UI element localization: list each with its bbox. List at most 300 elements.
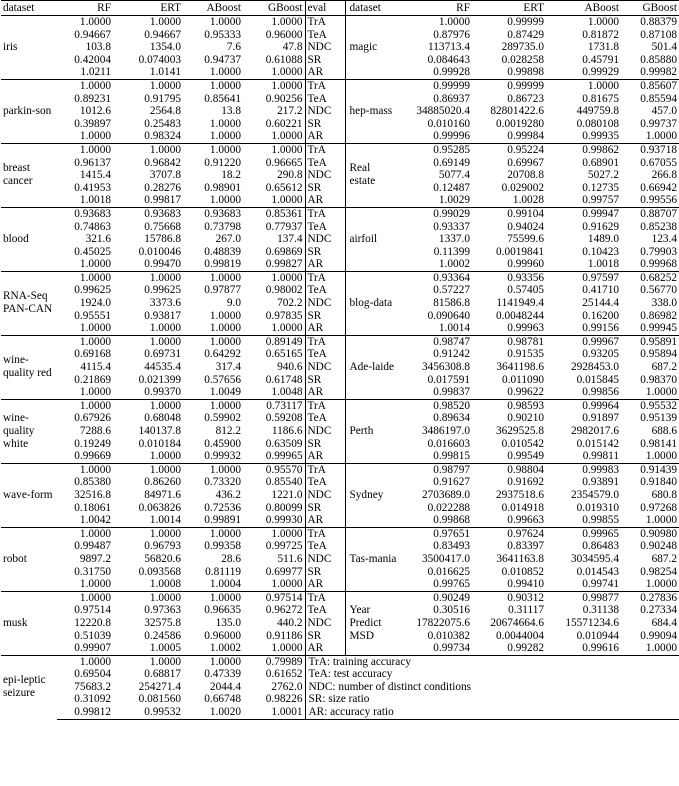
metric-cell: 0.97835 — [265, 309, 303, 322]
metric-cell: 0.99029 — [400, 207, 472, 220]
metric-cell: 1.0004 — [209, 578, 241, 591]
metric-cell: 0.99811 — [582, 450, 619, 463]
metric-cell: 0.99967 — [546, 335, 621, 348]
metric-cell: 0.090640 — [427, 309, 470, 322]
eval-label: NDC — [305, 425, 345, 438]
metric-cell: 0.015845 — [576, 373, 619, 386]
metric-cell: 0.86483 — [582, 540, 619, 553]
dataset-name: parkin-son — [1, 79, 57, 143]
metric-cell: 0.93364 — [400, 271, 472, 284]
metric-cell: 0.99410 — [507, 578, 544, 591]
metric-cell: 1.0042 — [79, 514, 111, 527]
metric-cell: 137.4 — [277, 233, 303, 246]
eval-label: AR — [305, 130, 345, 143]
metric-cell: 1.0002 — [209, 642, 241, 655]
eval-label: NDC — [305, 553, 345, 566]
metric-cell: 0.90248 — [640, 540, 677, 553]
table-row — [1, 335, 679, 348]
metric-cell: 0.86260 — [144, 476, 181, 489]
metric-cell: 2044.4 — [209, 680, 241, 693]
metric-cell: 0.95894 — [640, 348, 677, 361]
metric-cell: 1.0000 — [243, 16, 305, 29]
metric-cell: 3707.8 — [149, 169, 181, 182]
table-row — [1, 386, 679, 399]
metric-cell: 267.0 — [215, 233, 241, 246]
metric-cell: 0.89231 — [74, 92, 111, 105]
metric-cell: 1.0000 — [79, 386, 111, 399]
metric-cell: 0.94024 — [507, 220, 544, 233]
metric-cell: 1489.0 — [587, 233, 619, 246]
metric-cell: 1221.0 — [271, 488, 303, 501]
metric-cell: 1.0002 — [438, 258, 470, 271]
metric-cell: 0.98804 — [472, 463, 546, 476]
metric-cell: 0.93817 — [144, 309, 181, 322]
metric-cell: 1.0000 — [183, 527, 243, 540]
metric-cell: 0.68901 — [582, 156, 619, 169]
metric-cell: 0.31117 — [508, 604, 544, 617]
results-table — [1, 0, 679, 720]
metric-cell: 0.96842 — [144, 156, 181, 169]
metric-cell: 3486197.0 — [421, 425, 470, 437]
table-row — [1, 591, 679, 604]
metric-cell: 0.57656 — [204, 373, 241, 386]
eval-label: AR — [305, 386, 345, 399]
dataset-name: Tas-mania — [345, 527, 400, 591]
metric-cell: 440.2 — [277, 616, 303, 629]
dataset-name: robot — [1, 527, 57, 591]
metric-cell: 0.56770 — [640, 284, 677, 297]
metric-cell: 0.010160 — [427, 117, 470, 130]
eval-label: AR — [305, 578, 345, 591]
table-row — [1, 284, 679, 297]
header-rf: RF — [57, 1, 113, 16]
metric-cell: 0.029002 — [501, 181, 544, 194]
metric-cell: 0.98593 — [472, 399, 546, 412]
table-row — [1, 54, 679, 67]
metric-cell: 1731.8 — [587, 41, 619, 54]
metric-cell: 1186.6 — [271, 425, 303, 437]
dataset-name: RNA-Seq PAN-CAN — [1, 271, 57, 335]
metric-cell: 3456308.8 — [421, 361, 470, 374]
metric-cell: 0.99964 — [546, 399, 621, 412]
table-row — [1, 476, 679, 489]
metric-cell: 0.93718 — [621, 143, 679, 156]
metric-cell: 0.85641 — [204, 92, 241, 105]
eval-label: SR — [305, 182, 345, 195]
metric-cell: 0.93356 — [472, 271, 546, 284]
metric-cell: 1.0000 — [209, 309, 241, 322]
metric-cell: 0.57405 — [507, 284, 544, 297]
metric-cell: 1.0000 — [57, 591, 113, 604]
eval-label: TrA — [305, 463, 345, 476]
table-row — [1, 617, 679, 630]
metric-cell: 1.0018 — [587, 258, 619, 271]
metric-cell: 0.91220 — [204, 156, 241, 169]
metric-cell: 1.0000 — [271, 130, 303, 143]
metric-cell: 1.0000 — [57, 399, 113, 412]
header-aboost: ABoost — [183, 1, 243, 16]
metric-cell: 0.96272 — [265, 604, 303, 617]
metric-cell: 3629525.8 — [495, 425, 544, 437]
metric-cell: 0.98226 — [265, 693, 303, 706]
metric-cell: 1.0014 — [149, 514, 181, 527]
metric-cell: 0.85594 — [640, 92, 677, 105]
metric-cell: 2982017.6 — [570, 425, 619, 437]
metric-cell: 1.0000 — [209, 322, 241, 335]
metric-cell: 0.91629 — [582, 220, 619, 233]
metric-cell: 0.015142 — [576, 437, 619, 450]
eval-label: AR — [305, 194, 345, 207]
metric-cell: 1.0000 — [271, 578, 303, 591]
metric-cell: 0.69168 — [74, 348, 111, 361]
metric-cell: 0.94667 — [144, 28, 181, 41]
metric-cell: 17822075.6 — [416, 616, 470, 629]
metric-cell: 0.94667 — [74, 28, 111, 41]
metric-cell: 0.99815 — [433, 450, 470, 463]
metric-cell: 0.81675 — [582, 92, 619, 105]
metric-cell: 3641163.8 — [496, 552, 544, 565]
metric-cell: 0.98901 — [204, 181, 241, 194]
table-row — [1, 310, 679, 323]
metric-cell: 18.2 — [221, 169, 241, 182]
metric-cell: 217.2 — [277, 105, 303, 118]
metric-cell: 0.91692 — [507, 476, 544, 489]
table-row — [1, 540, 679, 553]
metric-cell: 1354.0 — [149, 41, 181, 54]
metric-cell: 0.64292 — [204, 348, 241, 361]
metric-cell: 1.0000 — [183, 271, 243, 284]
metric-cell: 3641198.6 — [496, 361, 544, 374]
metric-cell: 0.99625 — [74, 284, 111, 297]
metric-cell: 0.47339 — [204, 668, 241, 681]
metric-cell: 1.0000 — [183, 16, 243, 29]
metric-cell: 34885020.4 — [416, 105, 470, 118]
metric-cell: 0.99358 — [204, 540, 241, 553]
metric-cell: 0.93205 — [582, 348, 619, 361]
metric-cell: 0.85361 — [243, 207, 305, 220]
metric-cell: 1.0000 — [183, 399, 243, 412]
metric-cell: 0.11399 — [433, 245, 470, 258]
table-row — [1, 489, 679, 502]
metric-cell: 1.0000 — [183, 143, 243, 156]
table-row — [1, 157, 679, 170]
metric-cell: 1.0000 — [645, 578, 677, 591]
metric-cell: 0.99622 — [507, 386, 544, 399]
metric-cell: 0.69977 — [265, 565, 303, 578]
metric-cell: 0.99996 — [433, 130, 470, 143]
metric-cell: 290.8 — [277, 169, 303, 182]
metric-cell: 0.97597 — [546, 271, 621, 284]
metric-cell: 0.99757 — [582, 194, 619, 207]
table-row — [1, 246, 679, 259]
metric-cell: 1.0000 — [57, 655, 113, 668]
eval-label: TrA — [305, 207, 345, 220]
metric-cell: 0.93683 — [113, 207, 183, 220]
metric-cell: 3373.6 — [149, 297, 181, 310]
legend-item: TeA: test accuracy — [305, 668, 679, 681]
metric-cell: 0.45791 — [582, 53, 619, 66]
eval-label: TrA — [305, 143, 345, 156]
metric-cell: 0.10423 — [582, 245, 619, 258]
metric-cell: 0.69149 — [433, 156, 470, 169]
metric-cell: 0.25483 — [144, 117, 181, 130]
header-row — [1, 1, 679, 16]
metric-cell: 0.010852 — [501, 565, 544, 578]
metric-cell: 0.081560 — [138, 693, 181, 706]
metric-cell: 0.79903 — [640, 245, 677, 258]
metric-cell: 0.48839 — [204, 245, 241, 258]
eval-label: TrA — [305, 527, 345, 540]
metric-cell: 1.0000 — [243, 527, 305, 540]
metric-cell: 0.69967 — [507, 156, 544, 169]
metric-cell: 3034595.4 — [570, 552, 619, 565]
metric-cell: 1.0000 — [400, 16, 472, 29]
metric-cell: 1.0008 — [149, 578, 181, 591]
metric-cell: 56820.6 — [144, 552, 181, 565]
eval-label: TeA — [305, 604, 345, 617]
table-row — [1, 566, 679, 579]
metric-cell: 0.99625 — [144, 284, 181, 297]
metric-cell: 0.99616 — [582, 642, 619, 655]
table-row — [1, 502, 679, 515]
metric-cell: 0.85880 — [640, 53, 677, 66]
metric-cell: 44535.4 — [144, 361, 181, 374]
metric-cell: 0.99868 — [433, 514, 470, 527]
eval-label: NDC — [305, 489, 345, 502]
metric-cell: 0.81119 — [205, 565, 241, 578]
eval-label: SR — [305, 310, 345, 323]
metric-cell: 20674664.6 — [490, 616, 544, 629]
table-row — [1, 412, 679, 425]
metric-cell: 0.99960 — [507, 258, 544, 271]
metric-cell: 0.022288 — [427, 501, 470, 514]
eval-label: TeA — [305, 476, 345, 489]
metric-cell: 5027.2 — [587, 169, 619, 182]
metric-cell: 1924.0 — [79, 297, 111, 310]
table-row — [1, 399, 679, 412]
metric-cell: 0.91242 — [433, 348, 470, 361]
table-row — [1, 271, 679, 284]
metric-cell: 1.0028 — [512, 194, 544, 207]
header-ert: ERT — [113, 1, 183, 16]
metric-cell: 501.4 — [651, 41, 677, 54]
metric-cell: 687.2 — [651, 361, 677, 374]
metric-cell: 0.016625 — [427, 565, 470, 578]
dataset-name: blog-data — [345, 271, 400, 335]
metric-cell: 1.0000 — [113, 655, 183, 668]
eval-label: TeA — [305, 221, 345, 234]
metric-cell: 0.31138 — [582, 604, 619, 617]
eval-label: AR — [305, 642, 345, 655]
eval-label: NDC — [305, 233, 345, 246]
metric-cell: 1.0000 — [209, 117, 241, 130]
metric-cell: 1.0000 — [57, 16, 113, 29]
table-row — [1, 16, 679, 29]
table-row — [1, 425, 679, 438]
metric-cell: 940.6 — [277, 361, 303, 374]
metric-cell: 1.0000 — [645, 642, 677, 655]
metric-cell: 0.99963 — [507, 322, 544, 335]
metric-cell: 15571234.6 — [565, 616, 619, 629]
header-rf-right: RF — [400, 1, 472, 16]
metric-cell: 0.27334 — [640, 604, 677, 617]
metric-cell: 135.0 — [215, 616, 241, 629]
metric-cell: 0.41953 — [74, 181, 111, 194]
metric-cell: 0.90249 — [400, 591, 472, 604]
metric-cell: 0.0019280 — [495, 117, 544, 130]
metric-cell: 1.0000 — [79, 130, 111, 143]
metric-cell: 1.0000 — [209, 194, 241, 207]
metric-cell: 1.0000 — [271, 322, 303, 335]
metric-cell: 123.4 — [651, 233, 677, 246]
metric-cell: 0.73798 — [204, 220, 241, 233]
dataset-name: musk — [1, 591, 57, 655]
metric-cell: 0.99947 — [546, 207, 621, 220]
metric-cell: 0.99725 — [265, 540, 303, 553]
metric-cell: 4115.4 — [80, 361, 111, 374]
table-body — [1, 16, 679, 720]
metric-cell: 2762.0 — [271, 680, 303, 693]
metric-cell: 1.0000 — [149, 322, 181, 335]
eval-label: AR — [305, 322, 345, 335]
metric-cell: 0.77937 — [265, 220, 303, 233]
metric-cell: 0.79989 — [243, 655, 305, 668]
metric-cell: 457.0 — [651, 105, 677, 118]
metric-cell: 0.99663 — [507, 514, 544, 527]
metric-cell: 0.88707 — [621, 207, 679, 220]
metric-cell: 7288.6 — [79, 425, 111, 437]
metric-cell: 0.65612 — [265, 181, 303, 194]
metric-cell: 0.99812 — [57, 706, 113, 719]
metric-cell: 113713.4 — [428, 41, 470, 54]
table-row — [1, 297, 679, 310]
metric-cell: 0.99549 — [507, 450, 544, 463]
metric-cell: 0.27836 — [621, 591, 679, 604]
table-row — [1, 527, 679, 540]
metric-cell: 1.0000 — [271, 642, 303, 655]
metric-cell: 0.69504 — [74, 668, 111, 681]
metric-cell: 140137.8 — [138, 425, 181, 437]
metric-cell: 1.0000 — [183, 591, 243, 604]
table-row — [1, 66, 679, 79]
metric-cell: 1.0000 — [209, 66, 241, 79]
header-aboost-right: ABoost — [546, 1, 621, 16]
dataset-name: Real estate — [345, 143, 400, 207]
metric-cell: 0.89149 — [243, 335, 305, 348]
eval-label: TeA — [305, 540, 345, 553]
metric-cell: 0.093568 — [138, 565, 181, 578]
metric-cell: 0.31092 — [74, 693, 111, 706]
metric-cell: 1.0000 — [271, 194, 303, 207]
metric-cell: 0.99487 — [74, 540, 111, 553]
eval-label: TrA — [305, 271, 345, 284]
metric-cell: 0.66942 — [640, 181, 677, 194]
eval-label: TeA — [305, 284, 345, 297]
metric-cell: 82801422.6 — [490, 105, 544, 118]
metric-cell: 0.99470 — [144, 258, 181, 271]
metric-cell: 0.010542 — [501, 437, 544, 450]
metric-cell: 0.19249 — [74, 437, 111, 450]
table-row — [1, 693, 679, 706]
table-row — [1, 553, 679, 566]
metric-cell: 0.99891 — [204, 514, 241, 527]
metric-cell: 1.0000 — [243, 271, 305, 284]
metric-cell: 0.90312 — [472, 591, 546, 604]
metric-cell: 0.91795 — [144, 92, 181, 105]
metric-cell: 0.96000 — [204, 629, 241, 642]
legend-item: TrA: training accuracy — [305, 655, 679, 668]
table-row — [1, 642, 679, 655]
table-row — [1, 143, 679, 156]
table-row — [1, 169, 679, 182]
metric-cell: 254271.4 — [138, 680, 181, 693]
metric-cell: 75683.2 — [74, 680, 111, 693]
eval-label: SR — [305, 246, 345, 259]
metric-cell: 9897.2 — [79, 552, 111, 565]
dataset-name: airfoil — [345, 207, 400, 271]
metric-cell: 0.95570 — [243, 463, 305, 476]
metric-cell: 0.99855 — [582, 514, 619, 527]
metric-cell: 0.59208 — [265, 412, 303, 425]
eval-label: TrA — [305, 16, 345, 29]
metric-cell: 0.014543 — [576, 565, 619, 578]
dataset-name: Perth — [345, 399, 400, 463]
metric-cell: 0.85380 — [74, 476, 111, 489]
metric-cell: 1.0000 — [183, 463, 243, 476]
header-dataset: dataset — [1, 1, 57, 16]
metric-cell: 1.0000 — [113, 271, 183, 284]
metric-cell: 0.96665 — [265, 156, 303, 169]
metric-cell: 0.61748 — [265, 373, 303, 386]
dataset-name: epi-leptic seizure — [1, 655, 57, 719]
table-row — [1, 221, 679, 234]
metric-cell: 0.017591 — [427, 373, 470, 386]
metric-cell: 0.99898 — [507, 66, 544, 79]
metric-cell: 0.41710 — [582, 284, 619, 297]
eval-label: NDC — [305, 105, 345, 118]
metric-cell: 0.99999 — [400, 79, 472, 92]
metric-cell: 0.69731 — [144, 348, 181, 361]
dataset-name: Ade-laide — [345, 335, 400, 399]
metric-cell: 0.99999 — [472, 79, 546, 92]
metric-cell: 47.8 — [282, 41, 303, 54]
legend-item: NDC: number of distinct conditions — [305, 681, 679, 694]
metric-cell: 0.31750 — [74, 565, 111, 578]
table-row — [1, 450, 679, 463]
eval-label: TeA — [305, 93, 345, 106]
metric-cell: 0.95532 — [621, 399, 679, 412]
metric-cell: 0.99104 — [472, 207, 546, 220]
metric-cell: 0.99930 — [265, 514, 303, 527]
metric-cell: 0.42004 — [74, 53, 111, 66]
metric-cell: 1.0000 — [645, 130, 677, 143]
metric-cell: 0.18061 — [74, 501, 111, 514]
metric-cell: 0.39897 — [74, 117, 111, 130]
eval-label: NDC — [305, 41, 345, 54]
metric-cell: 0.99928 — [433, 66, 470, 79]
metric-cell: 1.0000 — [57, 143, 113, 156]
eval-label: SR — [305, 502, 345, 515]
metric-cell: 1.0000 — [183, 79, 243, 92]
table-row — [1, 668, 679, 681]
metric-cell: 1.0029 — [438, 194, 470, 207]
metric-cell: 0.87976 — [433, 28, 470, 41]
metric-cell: 0.83493 — [433, 540, 470, 553]
metric-cell: 0.91840 — [640, 476, 677, 489]
metric-cell: 0.61652 — [265, 668, 303, 681]
metric-cell: 1.0141 — [149, 66, 181, 79]
metric-cell: 1.0000 — [113, 143, 183, 156]
